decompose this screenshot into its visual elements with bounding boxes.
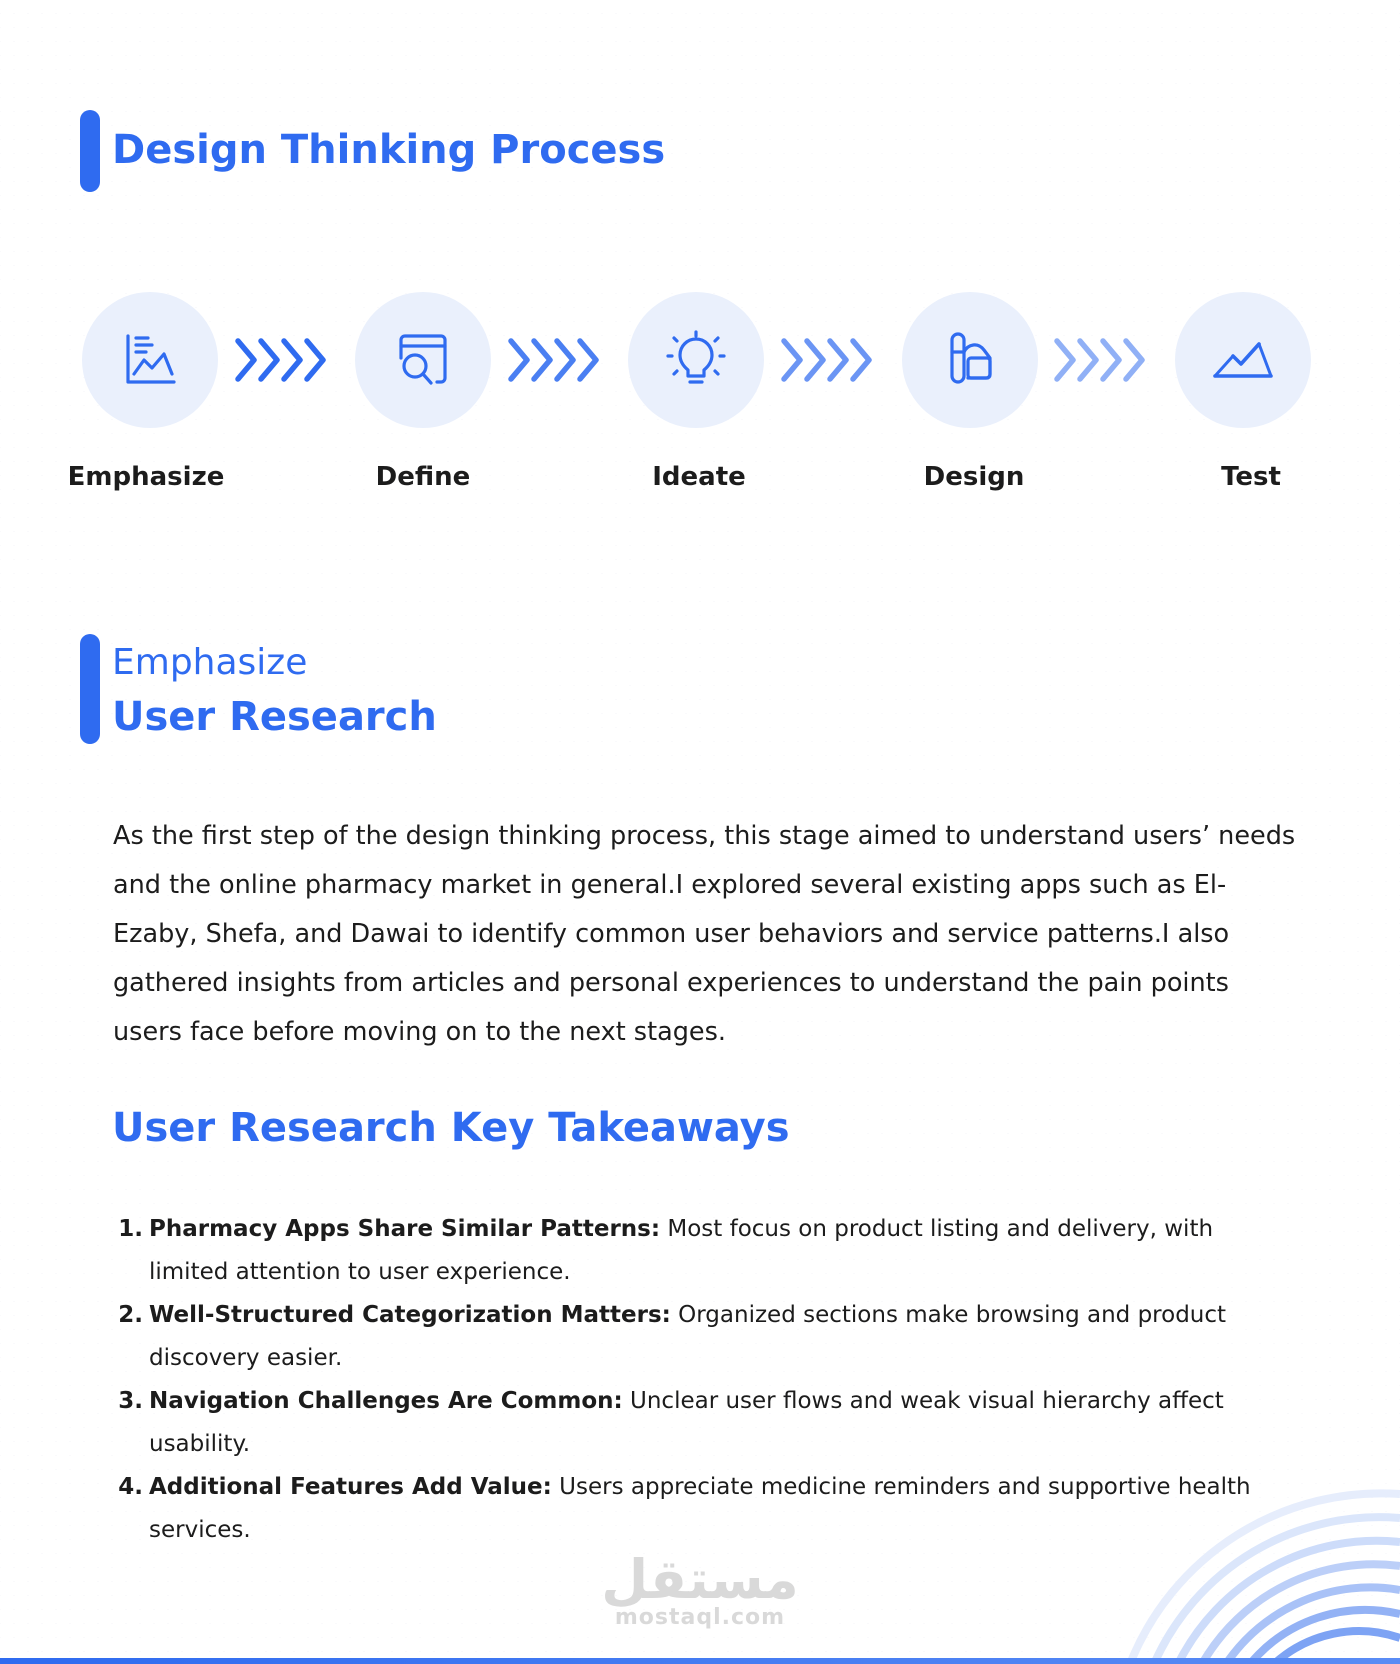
section-accent-bar — [80, 634, 100, 744]
section-kicker: Emphasize — [112, 642, 308, 683]
step-circle-ideate — [628, 292, 764, 428]
page-title: Design Thinking Process — [112, 127, 666, 173]
checkmark-icon — [1211, 328, 1275, 392]
list-item-number: 2. — [118, 1302, 143, 1328]
list-item-number: 1. — [118, 1216, 143, 1242]
process-steps — [0, 0, 1400, 520]
list-item-heading: Pharmacy Apps Share Similar Patterns: — [149, 1216, 661, 1242]
list-item — [113, 1208, 1263, 1294]
brush-shapes-icon — [938, 328, 1002, 392]
arrow-chevrons-icon — [234, 335, 340, 385]
list-item-number: 4. — [118, 1474, 143, 1500]
watermark-domain: mostaql.com — [614, 1605, 786, 1630]
step-circle-test — [1175, 292, 1311, 428]
watermark-arabic: مستقل — [601, 1548, 799, 1611]
list-item-text: Organized sections make browsing and product discovery easier. — [149, 1302, 1227, 1371]
list-item — [113, 1294, 1263, 1380]
arrow-chevrons-icon — [780, 335, 886, 385]
list-item — [113, 1466, 1263, 1552]
bottom-accent-line — [0, 1658, 1400, 1664]
search-window-icon — [391, 328, 455, 392]
list-item-heading: Well-Structured Categorization Matters: — [149, 1302, 671, 1328]
step-circle-define — [355, 292, 491, 428]
corner-arcs-decoration — [1110, 1484, 1400, 1664]
list-item-text: Unclear user flows and weak visual hierarchy affect usability. — [149, 1388, 1224, 1457]
list-item-number: 3. — [118, 1388, 143, 1414]
step-label-define: Define — [375, 462, 471, 492]
arrow-chevrons-icon — [507, 335, 613, 385]
section-title: User Research — [112, 694, 437, 740]
step-circle-emphasize — [82, 292, 218, 428]
list-item-text: Users appreciate medicine reminders and supportive health services. — [149, 1474, 1251, 1543]
takeaways-title: User Research Key Takeaways — [112, 1105, 790, 1151]
list-item-heading: Additional Features Add Value: — [149, 1474, 552, 1500]
arrow-chevrons-icon — [1053, 335, 1159, 385]
list-item-heading: Navigation Challenges Are Common: — [149, 1388, 623, 1414]
step-label-ideate: Ideate — [652, 462, 746, 492]
step-circle-design — [902, 292, 1038, 428]
step-label-design: Design — [923, 462, 1025, 492]
step-label-test: Test — [1221, 462, 1281, 492]
chart-icon — [118, 328, 182, 392]
takeaways-list — [113, 1208, 1263, 1552]
list-item — [113, 1380, 1263, 1466]
list-item-text: Most focus on product listing and delivery, with limited attention to user experience. — [149, 1216, 1214, 1285]
section-body: As the first step of the design thinking process, this stage aimed to understand users’ needs and the online pharmacy market in general.I explored several existing apps such as El-Ezaby, Shefa, and Dawai to identify common user behaviors and service patterns.I also gathered insights from articles and personal experiences to understand the pain points users face before moving on to the next stages. — [113, 821, 1296, 1047]
step-label-emphasize: Emphasize — [67, 462, 225, 492]
lightbulb-icon — [664, 328, 728, 392]
watermark-logo — [600, 1548, 800, 1630]
